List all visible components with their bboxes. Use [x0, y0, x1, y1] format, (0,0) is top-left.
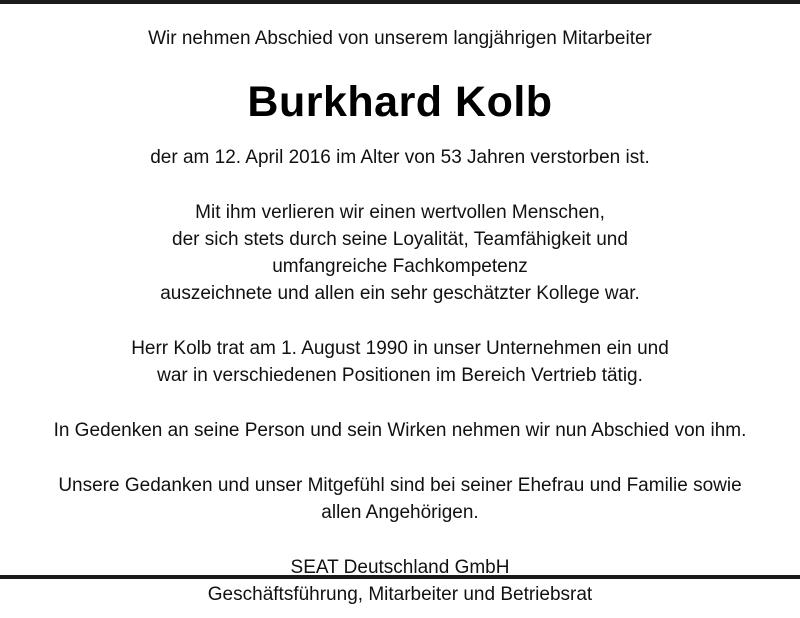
death-line: der am 12. April 2016 im Alter von 53 Jahren verstorben ist. [150, 147, 650, 168]
organization-block [34, 554, 766, 608]
tribute-line-1: Mit ihm verlieren wir einen wertvollen Menschen, [195, 202, 605, 223]
tribute-paragraph [34, 199, 766, 307]
organization-name: SEAT Deutschland GmbH [290, 557, 510, 578]
career-line-1: Herr Kolb trat am 1. August 1990 in unser Unternehmen ein und [131, 338, 669, 359]
tribute-line-3: umfangreiche Fachkompetenz [272, 256, 528, 277]
obituary-content [0, 4, 800, 618]
organization-signatories: Geschäftsführung, Mitarbeiter und Betriebsrat [207, 584, 593, 605]
career-line-2: war in verschiedenen Positionen im Bereich Vertrieb tätig. [157, 365, 643, 386]
sympathy-line-2: allen Angehörigen. [321, 502, 479, 523]
sympathy-paragraph [34, 472, 766, 526]
sympathy-line-1: Unsere Gedanken und unser Mitgefühl sind bei seiner Ehefrau und Familie sowie [58, 475, 742, 496]
remembrance-paragraph [34, 417, 766, 444]
career-paragraph [34, 335, 766, 389]
remembrance-line-1: In Gedenken an seine Person und sein Wirken nehmen wir nun Abschied von ihm. [53, 420, 747, 441]
deceased-name: Burkhard Kolb [247, 78, 553, 126]
intro-line: Wir nehmen Abschied von unserem langjährigen Mitarbeiter [148, 28, 652, 49]
tribute-line-2: der sich stets durch seine Loyalität, Teamfähigkeit und [172, 229, 628, 250]
tribute-line-4: auszeichnete und allen ein sehr geschätzter Kollege war. [160, 283, 640, 304]
